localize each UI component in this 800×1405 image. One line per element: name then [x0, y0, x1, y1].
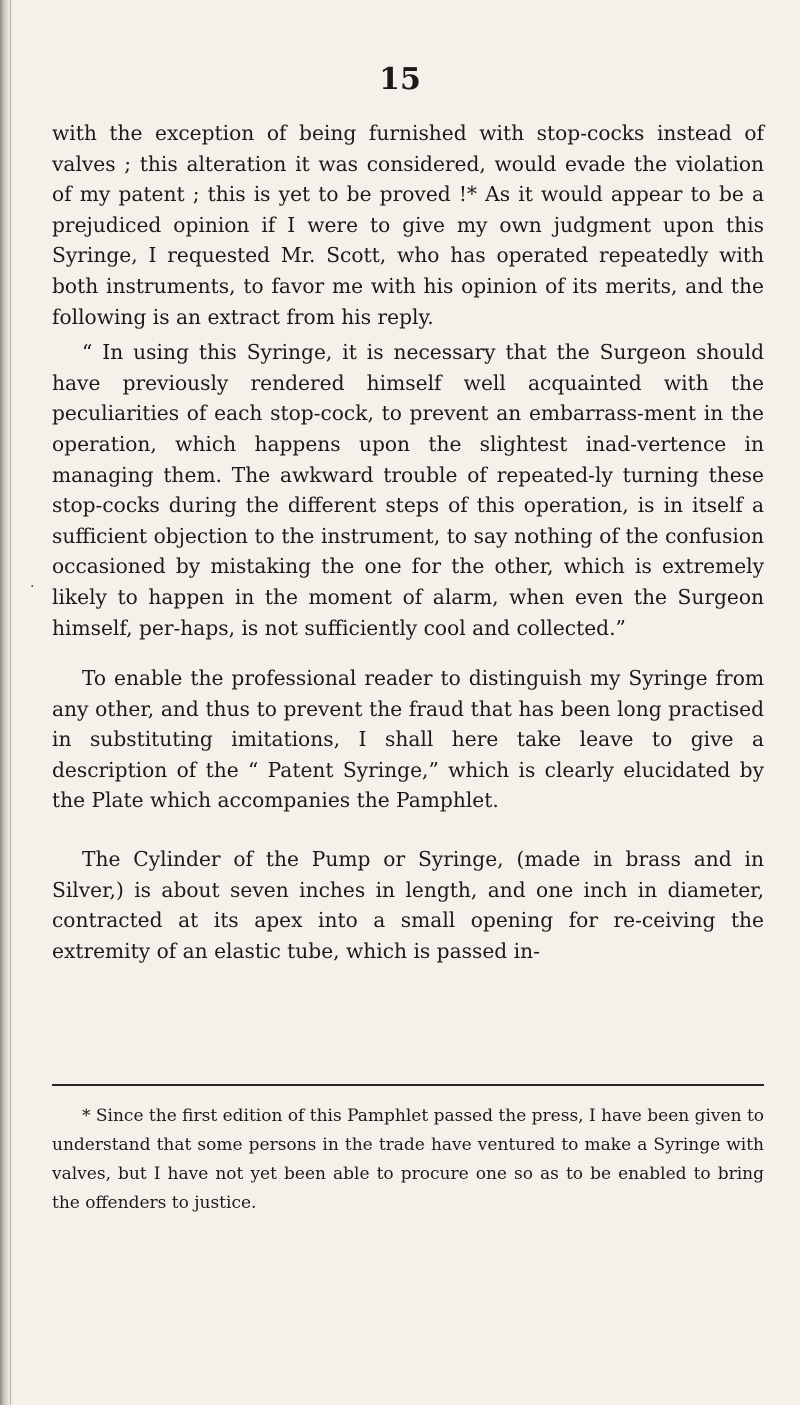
footnote: * Since the first edition of this Pamphlet passed the press, I have been given to understand that some persons in the trade have ventured to make a Syringe with valves, but I have not yet been able to procure one so as to be enabled to bring the offenders to justice.	[52, 1106, 765, 1213]
body-text	[52, 118, 764, 966]
footnote-rule	[52, 1084, 764, 1086]
binding-gutter-line	[10, 0, 11, 1405]
paragraph-3: To enable the professional reader to distinguish my Syringe from any other, and thus to prevent the fraud that has been long practised in substituting imitations, I shall here take leave to give a description of the “ Patent Syringe,” which is clearly elucidated by the Plate which accompanies the Pamphlet.	[52, 666, 764, 813]
paragraph-1: with the exception of being furnished with stop-cocks instead of valves ; this alteration it was considered, would evade the violation of my patent ; this is yet to be proved !* As it would appear to be a prejudiced opinion if I were to give my own judgment upon this Syringe, I requested Mr. Scott, who has operated repeatedly with both instruments, to favor me with his opinion of its merits, and the following is an extract from his reply.	[52, 121, 764, 329]
paragraph-4: The Cylinder of the Pump or Syringe, (made in brass and in Silver,) is about seven inches in length, and one inch in diameter, contracted at its apex into a small opening for re-ceiving the extremity of an elastic tube, which is passed in-	[52, 847, 764, 963]
page-number: 15	[379, 62, 421, 97]
paragraph-2-quote: “ In using this Syringe, it is necessary that the Surgeon should have previously rendered himself well acquainted with the peculiarities of each stop-cock, to prevent an embarrass-ment in the operation, which happens upon the slightest inad-vertence in managing them. The awkward trouble of repeated-ly turning these stop-cocks during the different steps of this operation, is in itself a sufficient objection to the instrument, to say nothing of the confusion occasioned by mistaking the one for the other, which is extremely likely to happen in the moment of alarm, when even the Surgeon himself, per-haps, is not sufficiently cool and collected.”	[52, 340, 764, 640]
margin-dot: ·	[30, 579, 35, 595]
binding-gutter-shadow	[0, 0, 14, 1405]
